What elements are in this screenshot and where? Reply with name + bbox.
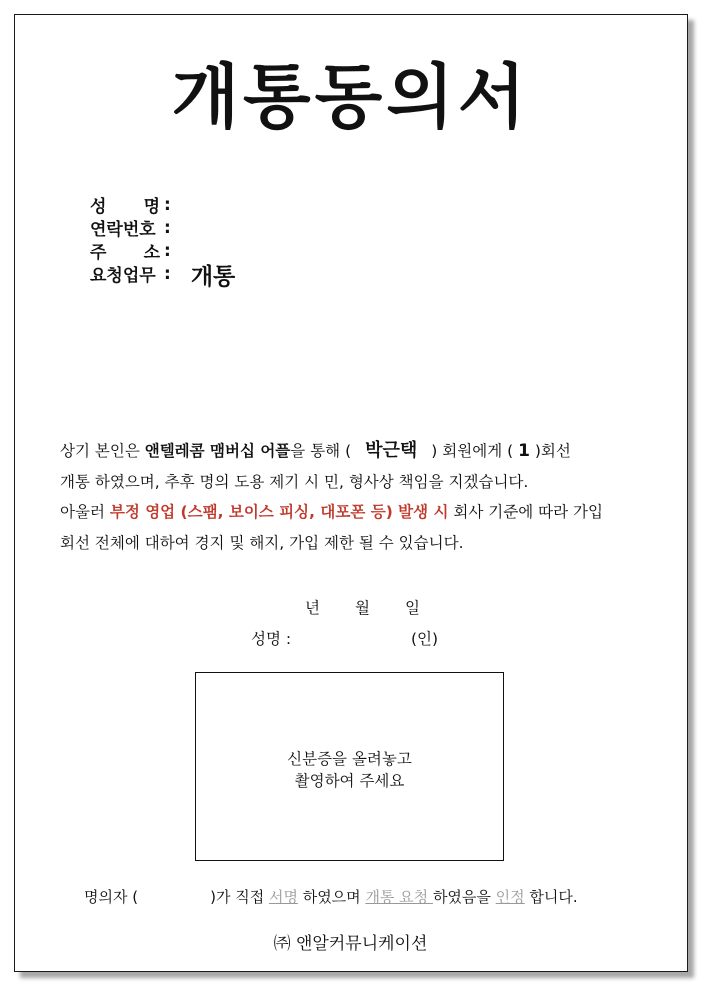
text: 아울러 [60,503,110,521]
text: ) 회원에게 ( [431,442,514,460]
field-address-colon: : [164,240,171,261]
paragraph-line-1 [60,436,660,467]
signature-link[interactable]: 서명 [268,888,298,906]
field-request-colon: : [164,263,171,284]
field-phone-label: 연락번호 [90,220,156,240]
text: 명의자 ( [84,888,139,906]
line-count: 1 [518,441,530,461]
field-phone [90,216,235,239]
text: )가 직접 [210,888,269,906]
fraud-warning: 부정 영업 (스팸, 보이스 피싱, 대포폰 등) 발생 시 [109,503,449,521]
field-name-colon: : [164,194,171,215]
date-year: 년 [305,599,320,617]
text: 합니다. [524,888,578,906]
field-phone-colon: : [164,217,171,238]
field-request-label: 요청업무 [90,266,156,286]
member-name: 박근택 [365,440,418,461]
document-title: 개통동의서 [171,56,530,138]
id-box-line-2: 촬영하여 주세요 [294,771,405,790]
company-name: ㈜ 앤알커뮤니케이션 [273,934,428,954]
field-request-value: 개통 [190,264,236,290]
text: 회사 기준에 따라 가입 [448,503,603,521]
paragraph-line-4: 회선 전체에 대하여 경지 및 해지, 가입 제한 될 수 있습니다. [60,533,464,552]
signature-label: 성명 : [251,630,292,648]
consent-statement [84,886,578,907]
agreement-paragraph [60,436,660,558]
text: 을 통해 ( [290,442,352,460]
date-month: 월 [355,599,370,617]
info-fields [90,193,236,290]
date-day: 일 [405,599,420,617]
field-request [90,262,236,290]
field-address-label: 주 소 [90,243,160,263]
app-name: 앤텔레콤 맴버십 어플 [144,442,291,460]
id-box-line-1: 신분증을 올려놓고 [287,749,412,768]
field-name [90,193,235,216]
paragraph-line-2: 개통 하였으며, 추후 명의 도용 제기 시 민, 형사상 책임을 지겠습니다. [60,472,529,491]
text: 상기 본인은 [60,442,145,460]
field-name-label: 성 명 [90,197,160,217]
paragraph-line-3 [60,497,660,528]
request-link[interactable]: 개통 요청 [365,888,433,906]
text: 하였으며 [297,888,366,906]
id-photo-box[interactable] [195,672,504,861]
confirm-link[interactable]: 인정 [495,888,525,906]
seal-mark: (인) [411,630,439,648]
text: )회선 [534,442,571,460]
text: 하였음을 [432,888,496,906]
